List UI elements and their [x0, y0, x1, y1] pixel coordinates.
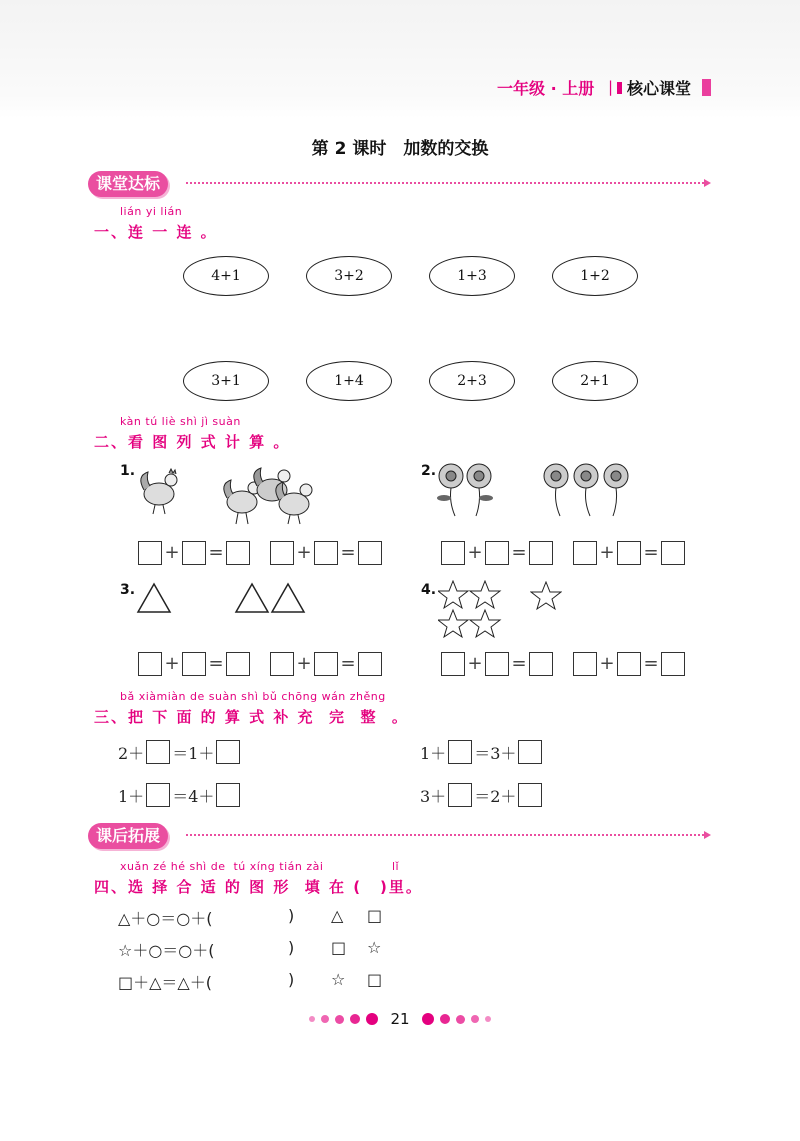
- equals-sign: =: [340, 542, 356, 563]
- q1-pinyin: lián yi lián: [120, 205, 183, 218]
- answer-box[interactable]: [529, 541, 553, 565]
- answer-box[interactable]: [573, 652, 597, 676]
- section-banner-classroom: 课堂达标: [88, 171, 168, 197]
- answer-box[interactable]: [226, 652, 250, 676]
- oval-top[interactable]: 1+2: [552, 256, 638, 296]
- answer-box[interactable]: [182, 652, 206, 676]
- rooster-icon: [135, 466, 185, 516]
- q4-title-end: )里。: [380, 878, 423, 896]
- footer-dot: [456, 1015, 465, 1024]
- header-bar: [617, 82, 622, 94]
- equals-sign: =: [208, 542, 224, 563]
- plus-sign: +: [467, 542, 483, 563]
- answer-box[interactable]: [314, 652, 338, 676]
- flower-group-right: [541, 462, 637, 522]
- equation-part: ＝3＋: [474, 743, 517, 763]
- equation-row: [138, 651, 382, 677]
- oval-top[interactable]: 4+1: [183, 256, 269, 296]
- answer-box[interactable]: [441, 652, 465, 676]
- shape-equation: □＋△＝△＋(: [118, 973, 212, 992]
- shape-choice[interactable]: ☆: [367, 938, 382, 957]
- star-group-right: [530, 581, 562, 615]
- answer-box[interactable]: [216, 783, 240, 807]
- equation-part: 1＋: [420, 743, 447, 763]
- footer-dot: [440, 1014, 450, 1024]
- header-grade: 一年级 · 上册: [497, 79, 595, 98]
- header-series: 核心课堂: [627, 79, 692, 98]
- q2-item-number: 2.: [421, 463, 437, 479]
- answer-box[interactable]: [216, 740, 240, 764]
- shape-equation: ☆＋○＝○＋(: [118, 941, 215, 960]
- footer-dot: [485, 1016, 491, 1022]
- triangle-group-left: [136, 582, 172, 618]
- oval-bottom[interactable]: 2+3: [429, 361, 515, 401]
- flower-group-left: [436, 462, 496, 522]
- answer-box[interactable]: [518, 740, 542, 764]
- close-paren: ): [288, 938, 295, 957]
- oval-bottom[interactable]: 2+1: [552, 361, 638, 401]
- equals-sign: =: [643, 653, 659, 674]
- flower-icon: [436, 462, 496, 518]
- fill-equation: [118, 740, 242, 764]
- arrow-icon: [704, 831, 711, 839]
- section-divider: [186, 182, 704, 184]
- shape-choice[interactable]: △: [331, 906, 344, 925]
- equals-sign: =: [643, 542, 659, 563]
- fill-equation: [420, 740, 544, 764]
- section-banner-after-class: 课后拓展: [88, 823, 168, 849]
- oval-top[interactable]: 3+2: [306, 256, 392, 296]
- section-divider: [186, 834, 704, 836]
- header-end-mark: [702, 79, 711, 96]
- answer-box[interactable]: [441, 541, 465, 565]
- fill-equation: [420, 783, 544, 807]
- footer-dot: [321, 1015, 329, 1023]
- equation-part: ＝1＋: [172, 743, 215, 763]
- footer-dot: [471, 1015, 479, 1023]
- oval-top[interactable]: 1+3: [429, 256, 515, 296]
- page-footer: [0, 1010, 800, 1028]
- triangle-icon: [234, 582, 308, 614]
- equals-sign: =: [208, 653, 224, 674]
- equals-sign: =: [340, 653, 356, 674]
- page-number: 21: [390, 1010, 410, 1028]
- shape-choice[interactable]: □: [367, 970, 383, 989]
- answer-box[interactable]: [358, 652, 382, 676]
- star-icon: [530, 581, 562, 611]
- close-paren: ): [288, 906, 295, 925]
- answer-box[interactable]: [518, 783, 542, 807]
- q2-item-number: 3.: [120, 582, 136, 598]
- close-paren: ): [288, 970, 295, 989]
- q2-title: 二、看 图 列 式 计 算 。: [94, 433, 291, 451]
- answer-box[interactable]: [485, 541, 509, 565]
- answer-box[interactable]: [358, 541, 382, 565]
- q4-pinyin-li: lǐ: [392, 860, 400, 873]
- header-separator: |: [608, 78, 614, 96]
- answer-box[interactable]: [270, 541, 294, 565]
- answer-box[interactable]: [661, 541, 685, 565]
- star-group-left: [438, 580, 502, 644]
- answer-box[interactable]: [448, 783, 472, 807]
- plus-sign: +: [599, 542, 615, 563]
- q4-title: 四、选 择 合 适 的 图 形 填 在 (: [94, 878, 363, 896]
- equation-part: 1＋: [118, 786, 145, 806]
- footer-dot: [350, 1014, 360, 1024]
- lesson-title: 第 2 课时 加数的交换: [311, 139, 489, 159]
- shape-choice[interactable]: □: [367, 906, 383, 925]
- q3-pinyin: bǎ xiàmiàn de suàn shì bǔ chōng wán zhěng: [120, 690, 386, 703]
- equation-part: ＝4＋: [172, 786, 215, 806]
- equation-part: ＝2＋: [474, 786, 517, 806]
- answer-box[interactable]: [617, 541, 641, 565]
- plus-sign: +: [296, 653, 312, 674]
- star-icon: [438, 580, 502, 640]
- flower-icon: [541, 462, 637, 518]
- rooster-icon: [218, 462, 318, 526]
- triangle-group-right: [234, 582, 308, 618]
- answer-box[interactable]: [146, 740, 170, 764]
- footer-dot: [309, 1016, 315, 1022]
- q2-pinyin: kàn tú liè shì jì suàn: [120, 415, 241, 428]
- equals-sign: =: [511, 542, 527, 563]
- equation-part: 3＋: [420, 786, 447, 806]
- equation-row: [441, 540, 685, 566]
- answer-box[interactable]: [617, 652, 641, 676]
- answer-box[interactable]: [661, 652, 685, 676]
- q2-item-number: 1.: [120, 463, 136, 479]
- fill-equation: [118, 783, 242, 807]
- q1-title: 一、连 一 连 。: [94, 223, 218, 241]
- shape-choice[interactable]: □: [331, 938, 347, 957]
- answer-box[interactable]: [485, 652, 509, 676]
- answer-box[interactable]: [448, 740, 472, 764]
- answer-box[interactable]: [270, 652, 294, 676]
- plus-sign: +: [599, 653, 615, 674]
- answer-box[interactable]: [573, 541, 597, 565]
- footer-dot: [366, 1013, 378, 1025]
- arrow-icon: [704, 179, 711, 187]
- q3-title: 三、把 下 面 的 算 式 补 充 完 整 。: [94, 708, 409, 726]
- answer-box[interactable]: [226, 541, 250, 565]
- plus-sign: +: [164, 542, 180, 563]
- plus-sign: +: [467, 653, 483, 674]
- answer-box[interactable]: [138, 652, 162, 676]
- equals-sign: =: [511, 653, 527, 674]
- answer-box[interactable]: [182, 541, 206, 565]
- answer-box[interactable]: [314, 541, 338, 565]
- shape-equation: △＋○＝○＋(: [118, 909, 213, 928]
- footer-dot: [335, 1015, 344, 1024]
- rooster-group-left: [135, 466, 185, 520]
- oval-bottom[interactable]: 3+1: [183, 361, 269, 401]
- shape-choice[interactable]: ☆: [331, 970, 346, 989]
- plus-sign: +: [164, 653, 180, 674]
- q2-item-number: 4.: [421, 582, 437, 598]
- header-band: [0, 0, 800, 118]
- answer-box[interactable]: [146, 783, 170, 807]
- q4-pinyin: xuǎn zé hé shì de tú xíng tián zài: [120, 860, 324, 873]
- answer-box[interactable]: [529, 652, 553, 676]
- equation-row: [441, 651, 685, 677]
- equation-part: 2＋: [118, 743, 145, 763]
- equation-row: [138, 540, 382, 566]
- triangle-icon: [136, 582, 172, 614]
- oval-bottom[interactable]: 1+4: [306, 361, 392, 401]
- plus-sign: +: [296, 542, 312, 563]
- answer-box[interactable]: [138, 541, 162, 565]
- rooster-group-right: [218, 462, 318, 530]
- footer-dot: [422, 1013, 434, 1025]
